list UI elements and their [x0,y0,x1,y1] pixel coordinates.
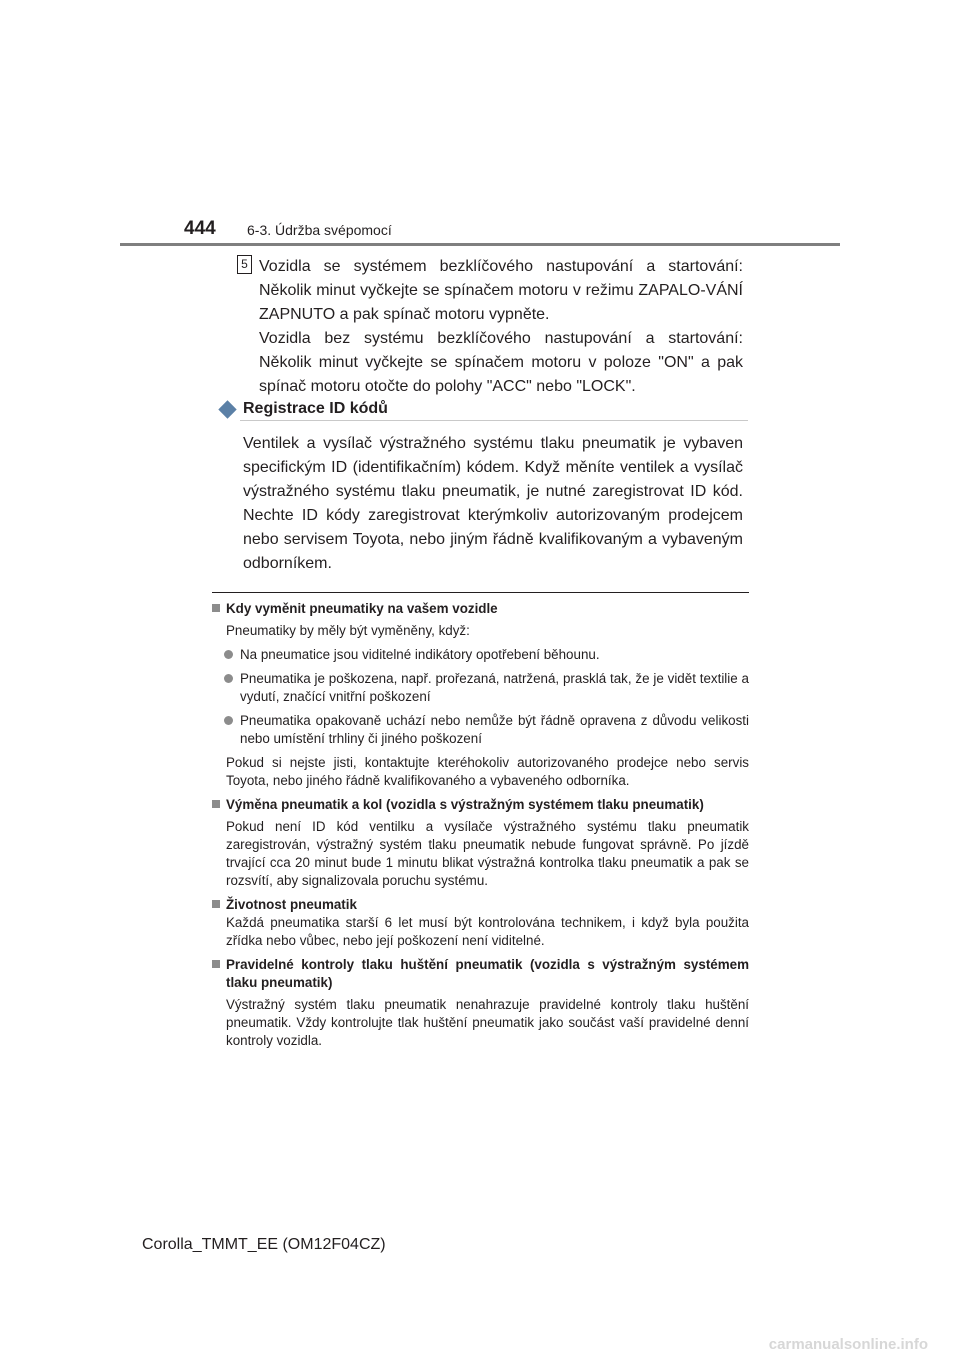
notes-divider [212,592,749,593]
square-bullet-icon [212,604,220,612]
registration-text: Ventilek a vysílač výstražného systému tlaku pneumatik je vybaven specifickým ID (identifikačním) kódem. Když měníte ventilek a vysílač výstražného systému tlaku pneumatik, je nutné zaregistrovat ID kód. Nechte ID kódy zaregistrovat kterýmkoliv autorizovaným prodejcem nebo servisem Toyota, nebo jiným řádně kvalifikovaným a vybaveným odborníkem. [243,435,743,572]
note-text: Výstražný systém tlaku pneumatik nenahrazuje pravidelné kontroly tlaku huštění pneumatik. Vždy kontrolujte tlak huštění pneumatik jako součást vaší pravidelné denní kontroly vozidla. [226,997,749,1048]
bullet-item: Pneumatika opakovaně uchází nebo nemůže být řádně opravena z důvodu velikosti nebo umístění trhliny či jiného poškození [212,712,749,748]
note-heading: Životnost pneumatik [212,896,749,914]
diamond-bullet-icon [218,400,236,418]
note-text: Pneumatiky by měly být vyměněny, když: [226,623,470,638]
subsection-heading: Registrace ID kódů [243,400,388,417]
subsection-divider [240,420,748,421]
step-paragraph: Vozidla bez systému bezklíčového nastupování a startování: Několik minut vyčkejte se spínačem motoru v poloze "ON" a pak spínač motoru otočte do polohy "ACC" nebo "LOCK". [259,330,743,395]
square-bullet-icon [212,900,220,908]
header-divider [120,243,840,246]
circle-bullet-icon [224,674,233,683]
note-text: Pokud si nejste jisti, kontaktujte kteréhokoliv autorizovaného prodejce nebo servis Toyota, nebo jiného řádně kvalifikovaného a vybaveného odborníka. [226,755,749,788]
page-number: 444 [184,218,216,239]
circle-bullet-icon [224,650,233,659]
note-heading: Kdy vyměnit pneumatiky na vašem vozidle [212,600,749,618]
circle-bullet-icon [224,716,233,725]
bullet-item: Na pneumatice jsou viditelné indikátory opotřebení běhounu. [212,646,749,664]
step-text [259,255,743,399]
notes-section [212,600,749,1050]
section-title: 6-3. Údržba svépomocí [247,222,392,238]
note-text: Pokud není ID kód ventilku a vysílače výstražného systému tlaku pneumatik zaregistrován, výstražný systém tlaku pneumatik nebude fungovat správně. Po jízdě trvající cca 20 minut bude 1 minutu blikat výstražná kontrolka tlaku pneumatik a pak se rozsvítí, aby signalizovala poruchu systému. [226,819,749,888]
square-bullet-icon [212,960,220,968]
bullet-item: Pneumatika je poškozena, např. prořezaná, natržená, prasklá tak, že je vidět textilie a vydutí, značící vnitřní poškození [212,670,749,706]
watermark: carmanualsonline.info [768,1336,928,1353]
square-bullet-icon [212,800,220,808]
note-text: Každá pneumatika starší 6 let musí být kontrolována technikem, i když byla použita zřídka nebo vůbec, nebo její poškození není viditelné. [226,915,749,948]
footer-model-code: Corolla_TMMT_EE (OM12F04CZ) [142,1236,386,1253]
note-heading: Výměna pneumatik a kol (vozidla s výstražným systémem tlaku pneumatik) [212,796,749,814]
step-paragraph: Vozidla se systémem bezklíčového nastupování a startování: Několik minut vyčkejte se spínačem motoru v režimu ZAPALO-VÁNÍ ZAPNUTO a pak spínač motoru vypněte. [259,258,743,323]
step-number-box: 5 [237,255,252,274]
note-heading: Pravidelné kontroly tlaku huštění pneumatik (vozidla s výstražným systémem tlaku pneumatik) [212,956,749,992]
